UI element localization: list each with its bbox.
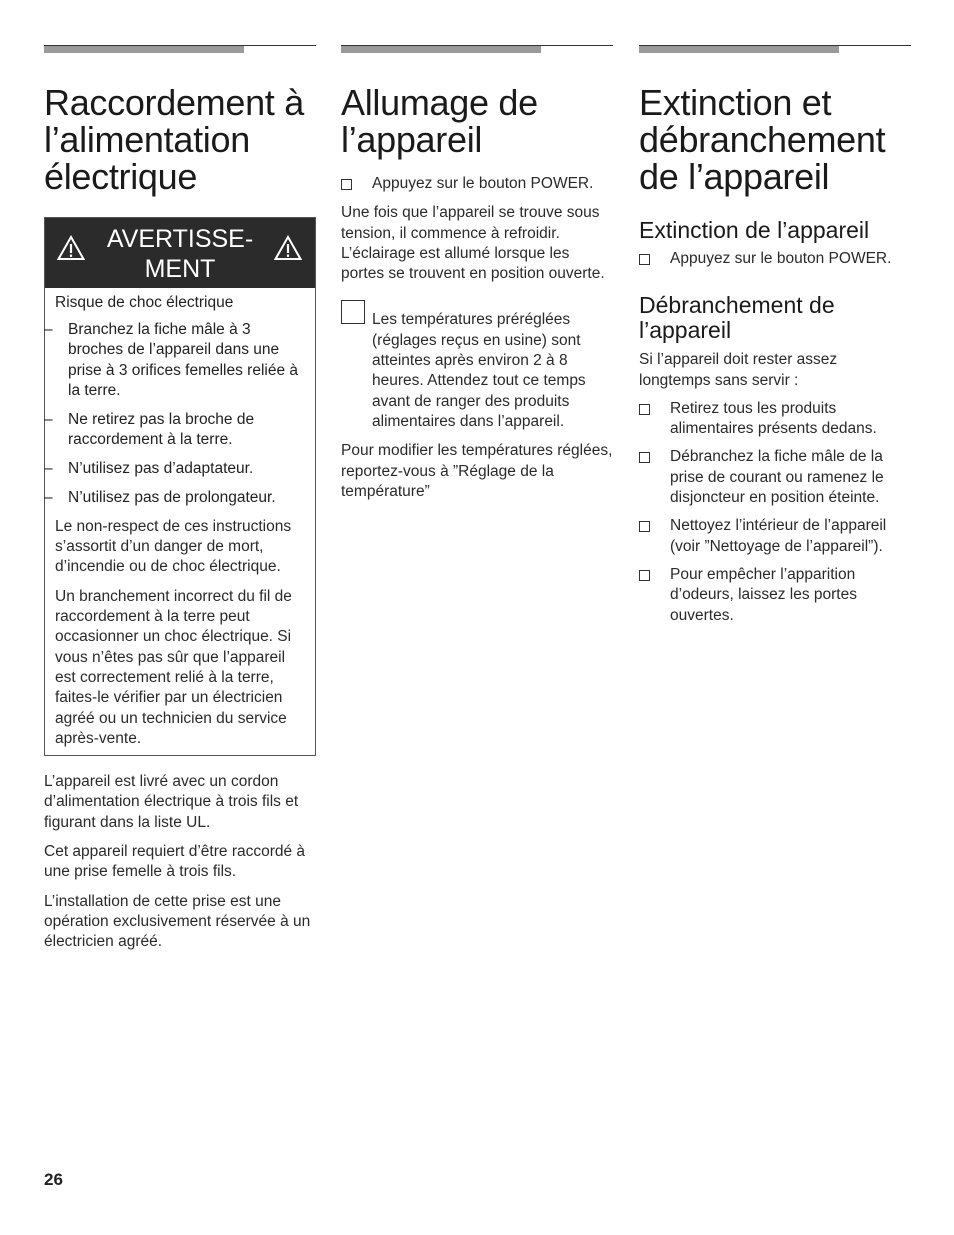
- checkbox-icon: [639, 404, 650, 415]
- section-rule: [341, 45, 613, 54]
- warning-paragraph: Le non-respect de ces instructions s’assortit d’un danger de mort, d’incendie ou de choc électrique.: [55, 517, 292, 576]
- section-rule: [639, 45, 911, 54]
- section-title: Extinction et débranchement de l’appareil: [639, 82, 886, 197]
- warning-body: [45, 288, 315, 755]
- page-number: 26: [44, 1170, 63, 1189]
- checkbox-icon: [341, 179, 352, 190]
- section-title: Allumage de l’appareil: [341, 82, 538, 160]
- checkbox-icon: [639, 452, 650, 463]
- body-paragraph: Pour modifier les températures réglées, reportez-vous à ”Réglage de la température”: [341, 442, 613, 500]
- warning-paragraph: Un branchement incorrect du fil de raccordement à la terre peut occasionner un choc électrique. Si vous n’êtes pas sûr que l’appareil est correctement relié à la terre, faites-le vérifier par un électricien agréé ou un technicien du service après-vente.: [55, 587, 292, 747]
- checklist-item: Appuyez sur le bouton POWER.: [341, 174, 613, 194]
- checklist-item: Appuyez sur le bouton POWER.: [639, 249, 911, 269]
- warning-title: AVERTISSE- MENT: [106, 225, 254, 283]
- column-power-connection: [44, 45, 316, 953]
- warning-risk: Risque de choc électrique: [55, 294, 234, 311]
- section-title: Raccordement à l’alimentation électrique: [44, 82, 304, 197]
- section-rule: [44, 45, 316, 54]
- body-paragraph: L’installation de cette prise est une opération exclusivement réservée à un électricien agréé.: [44, 892, 311, 951]
- warning-item: – Ne retirez pas la broche de raccordement à la terre.: [44, 410, 255, 448]
- subsection-title: Extinction de l’appareil: [639, 217, 870, 243]
- checkbox-icon: [639, 570, 650, 581]
- warning-header: [45, 218, 315, 288]
- warning-item: – N’utilisez pas de prolongateur.: [44, 488, 276, 506]
- checklist-item: Pour empêcher l’apparition d’odeurs, laissez les portes ouvertes.: [639, 565, 911, 626]
- checkbox-icon: [639, 254, 650, 265]
- note-item: Les températures préréglées (réglages reçus en usine) sont atteintes après environ 2 à 8 heures. Attendez tout ce temps avant de ranger des produits alimentaires dans l’appareil.: [341, 310, 613, 432]
- body-paragraph: Cet appareil requiert d’être raccordé à une prise femelle à trois fils.: [44, 843, 306, 881]
- note-icon: [341, 300, 365, 324]
- body-paragraph: Si l’appareil doit rester assez longtemps sans servir :: [639, 351, 838, 389]
- checklist-item: Nettoyez l’intérieur de l’appareil (voir ”Nettoyage de l’appareil”).: [639, 516, 911, 557]
- column-switch-on: [341, 45, 613, 502]
- column-switch-off: [639, 45, 911, 626]
- checklist-item: Débranchez la fiche mâle de la prise de courant ou ramenez le disjoncteur en position éteinte.: [639, 447, 911, 508]
- warning-item: – Branchez la fiche mâle à 3 broches de l’appareil dans une prise à 3 orifices femelles reliée à la terre.: [44, 321, 299, 399]
- body-paragraph: Une fois que l’appareil se trouve sous tension, il commence à refroidir. L’éclairage est allumé lorsque les portes se trouvent en position ouverte.: [341, 204, 605, 283]
- checkbox-icon: [639, 521, 650, 532]
- warning-triangle-icon: [274, 235, 302, 261]
- checklist-item: Retirez tous les produits alimentaires présents dedans.: [639, 399, 911, 440]
- warning-item: – N’utilisez pas d’adaptateur.: [44, 459, 254, 477]
- body-paragraph: L’appareil est livré avec un cordon d’alimentation électrique à trois fils et figurant dans la liste UL.: [44, 773, 299, 831]
- warning-box: [44, 217, 316, 756]
- subsection-title: Débranchement de l’appareil: [639, 292, 835, 344]
